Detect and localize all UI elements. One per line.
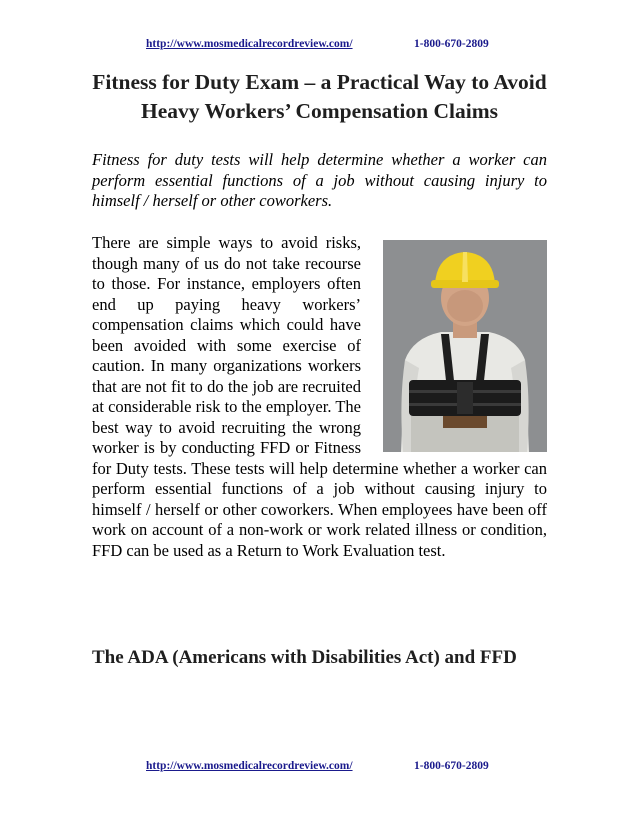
intro-paragraph: Fitness for duty tests will help determine whether a worker can perform essential functions of a job without causing injury to himself / herself or other coworkers. (92, 150, 547, 210)
body-text (92, 233, 547, 561)
worker-photo (383, 240, 547, 452)
worker-illustration (383, 240, 547, 452)
footer-phone: 1-800-670-2809 (414, 760, 489, 772)
header-phone: 1-800-670-2809 (414, 38, 489, 50)
document-title: Fitness for Duty Exam – a Practical Way to Avoid Heavy Workers’ Compensation Claims (92, 70, 547, 123)
footer-url-link[interactable]: http://www.mosmedicalrecordreview.com/ (146, 760, 353, 772)
header-url-link[interactable]: http://www.mosmedicalrecordreview.com/ (146, 38, 353, 50)
page-footer (0, 756, 638, 776)
section-heading: The ADA (Americans with Disabilities Act) and FFD (92, 647, 517, 668)
page-header (0, 34, 638, 54)
body-paragraph: There are simple ways to avoid risks, though many of us do not take recourse to those. For instance, employers often end up paying heavy workers’ compensation claims which could have been avoided with some exercise of caution. In many organizations workers that are not fit to do the job are recruited at considerable risk to the employer. The best way to avoid recruiting the wrong worker is by conducting FFD or Fitness for Duty tests. These tests will help determine whether a worker can perform essential functions of a job without causing injury to himself / herself or other coworkers. When employees have been off work on account of a non-work or work related illness or condition, FFD can be used as a Return to Work Evaluation test. (92, 233, 547, 560)
